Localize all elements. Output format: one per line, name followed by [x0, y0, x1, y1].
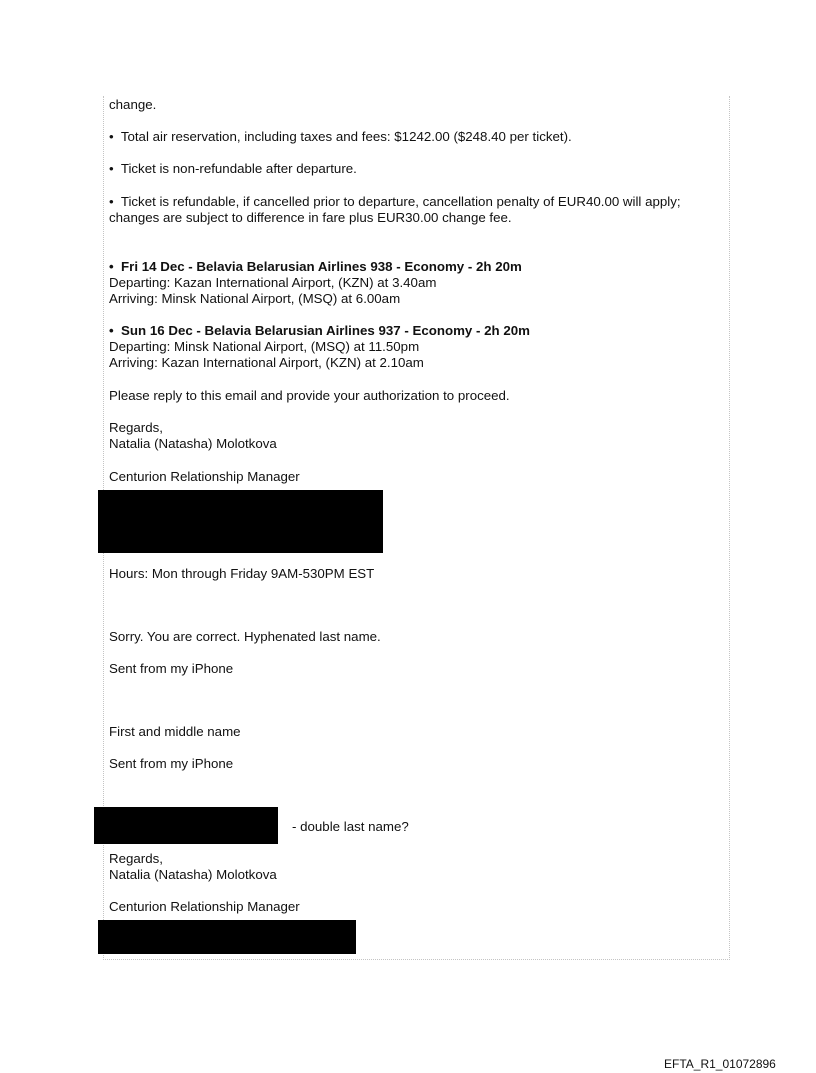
- redaction-block: [98, 490, 383, 553]
- office-hours: Hours: Mon through Friday 9AM-530PM EST: [109, 566, 375, 581]
- bullet-text: Ticket is refundable, if cancelled prior to departure, cancellation penalty of EUR40.00 will apply;: [120, 194, 681, 209]
- bullet-text: Total air reservation, including taxes and fees: $1242.00 ($248.40 per ticket).: [120, 129, 572, 144]
- flight-2-departing: Departing: Minsk National Airport, (MSQ) at 11.50pm: [109, 339, 420, 354]
- bullet-text: Ticket is non-refundable after departure.: [120, 161, 357, 176]
- reply-first-middle: First and middle name: [109, 724, 241, 739]
- signature-2-closing: Regards,: [109, 851, 163, 866]
- redaction-block: [98, 920, 356, 954]
- signature-2-name: Natalia (Natasha) Molotkova: [109, 867, 277, 882]
- sent-from-iphone-1: Sent from my iPhone: [109, 661, 234, 676]
- signature-1-title: Centurion Relationship Manager: [109, 469, 300, 484]
- bullet-glyph: •: [109, 161, 114, 176]
- bullet-glyph: •: [109, 194, 114, 209]
- flight-2-header: [109, 323, 530, 339]
- bullet-total-fare: [109, 129, 572, 145]
- signature-1-closing: Regards,: [109, 420, 163, 435]
- flight-2-arriving: Arriving: Kazan International Airport, (KZN) at 2.10am: [109, 355, 424, 370]
- redaction-block: [94, 807, 278, 844]
- signature-1-name: Natalia (Natasha) Molotkova: [109, 436, 277, 451]
- double-last-name-question: - double last name?: [292, 819, 409, 834]
- flight-header-text: Sun 16 Dec - Belavia Belarusian Airlines 937 - Economy - 2h 20m: [121, 323, 530, 338]
- flight-1-arriving: Arriving: Minsk National Airport, (MSQ) at 6.00am: [109, 291, 401, 306]
- sent-from-iphone-2: Sent from my iPhone: [109, 756, 234, 771]
- flight-1-header: [109, 259, 522, 275]
- document-id: EFTA_R1_01072896: [664, 1057, 776, 1071]
- bullet-refundable-continued: changes are subject to difference in fare plus EUR30.00 change fee.: [109, 210, 512, 225]
- flight-1-departing: Departing: Kazan International Airport, (KZN) at 3.40am: [109, 275, 437, 290]
- signature-2-title: Centurion Relationship Manager: [109, 899, 300, 914]
- authorization-request: Please reply to this email and provide your authorization to proceed.: [109, 388, 510, 403]
- flight-header-text: Fri 14 Dec - Belavia Belarusian Airlines 938 - Economy - 2h 20m: [121, 259, 522, 274]
- bullet-glyph: •: [109, 129, 114, 144]
- intro-text: change.: [109, 97, 157, 112]
- reply-hyphenated: Sorry. You are correct. Hyphenated last name.: [109, 629, 381, 644]
- bullet-glyph: •: [109, 259, 114, 274]
- bullet-refundable: [109, 194, 681, 210]
- bullet-glyph: •: [109, 323, 114, 338]
- bullet-non-refundable: [109, 161, 357, 177]
